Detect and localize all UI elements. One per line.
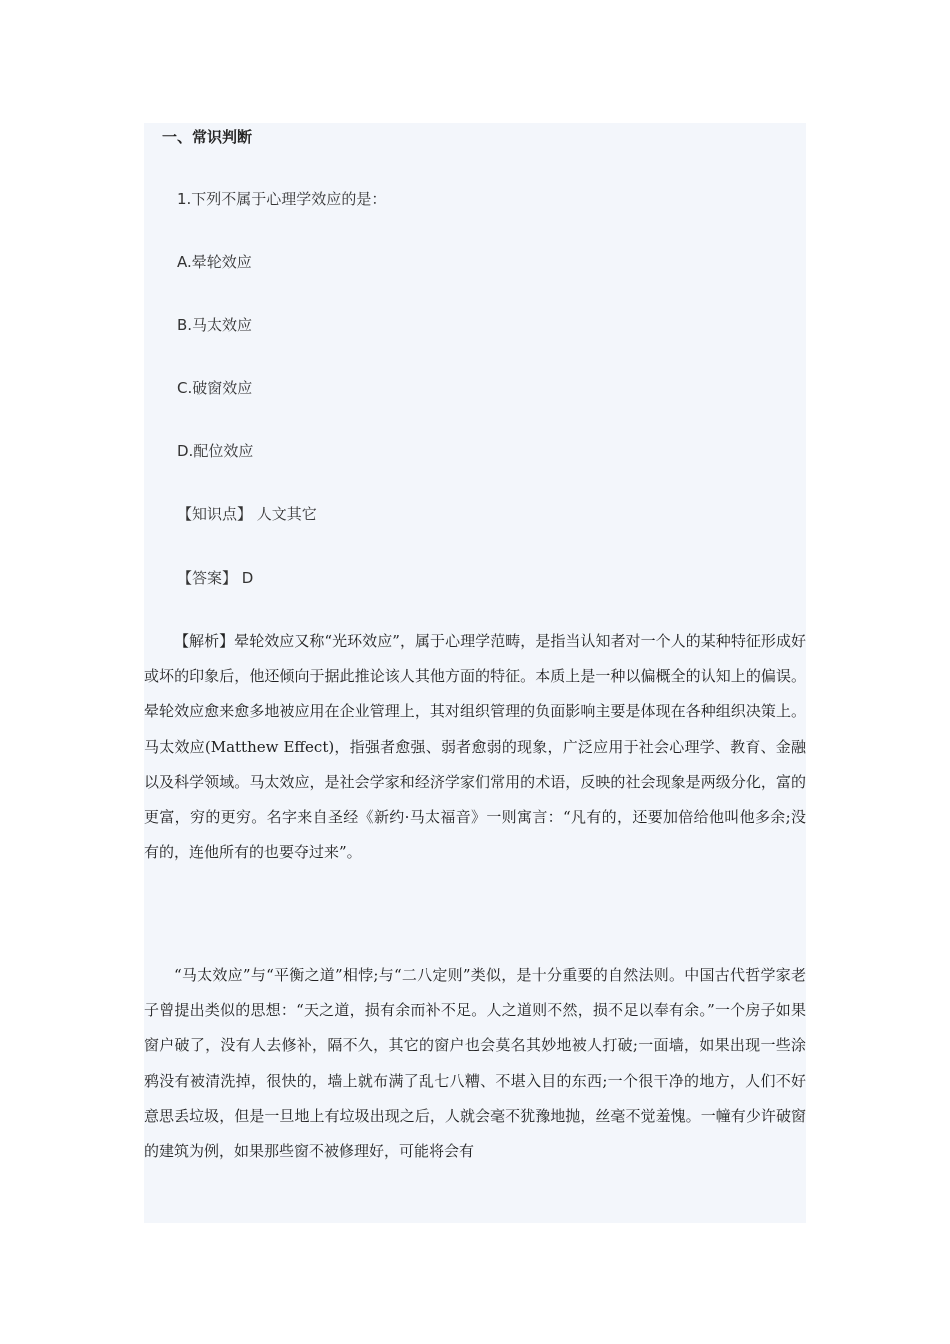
option-d: D.配位效应 xyxy=(177,442,254,460)
analysis-paragraph-1: 【解析】晕轮效应又称“光环效应”，属于心理学范畴，是指当认知者对一个人的某种特征形成好或坏的印象后，他还倾向于据此推论该人其他方面的特征。本质上是一种以偏概全的认知上的偏误。晕轮效应愈来愈多地被应用在企业管理上，其对组织管理的负面影响主要是体现在各种组织决策上。马太效应(Matthew Effect)，指强者愈强、弱者愈弱的现象，广泛应用于社会心理学、教育、金融以及科学领域。马太效应，是社会学家和经济学家们常用的术语，反映的社会现象是两级分化，富的更富，穷的更穷。名字来自圣经《新约·马太福音》一则寓言：“凡有的，还要加倍给他叫他多余;没有的，连他所有的也要夺过来”。 xyxy=(144,632,806,862)
analysis-paragraph-2: “马太效应”与“平衡之道”相悖;与“二八定则”类似，是十分重要的自然法则。中国古代哲学家老子曾提出类似的思想：“天之道，损有余而补不足。人之道则不然，损不足以奉有余。”一个房子如果窗户破了，没有人去修补，隔不久，其它的窗户也会莫名其妙地被人打破;一面墙，如果出现一些涂鸦没有被清洗掉，很快的，墙上就布满了乱七八糟、不堪入目的东西;一个很干净的地方，人们不好意思丢垃圾，但是一旦地上有垃圾出现之后，人就会毫不犹豫地抛，丝毫不觉羞愧。一幢有少许破窗的建筑为例，如果那些窗不被修理好，可能将会有 xyxy=(144,966,806,1161)
question-stem: 1.下列不属于心理学效应的是： xyxy=(177,190,387,208)
option-b: B.马太效应 xyxy=(177,316,253,334)
option-a: A.晕轮效应 xyxy=(177,253,252,271)
option-c: C.破窗效应 xyxy=(177,379,253,397)
answer: 【答案】 D xyxy=(177,569,254,587)
section-title: 一、常识判断 xyxy=(162,128,253,146)
knowledge-point: 【知识点】 人文其它 xyxy=(177,505,317,523)
